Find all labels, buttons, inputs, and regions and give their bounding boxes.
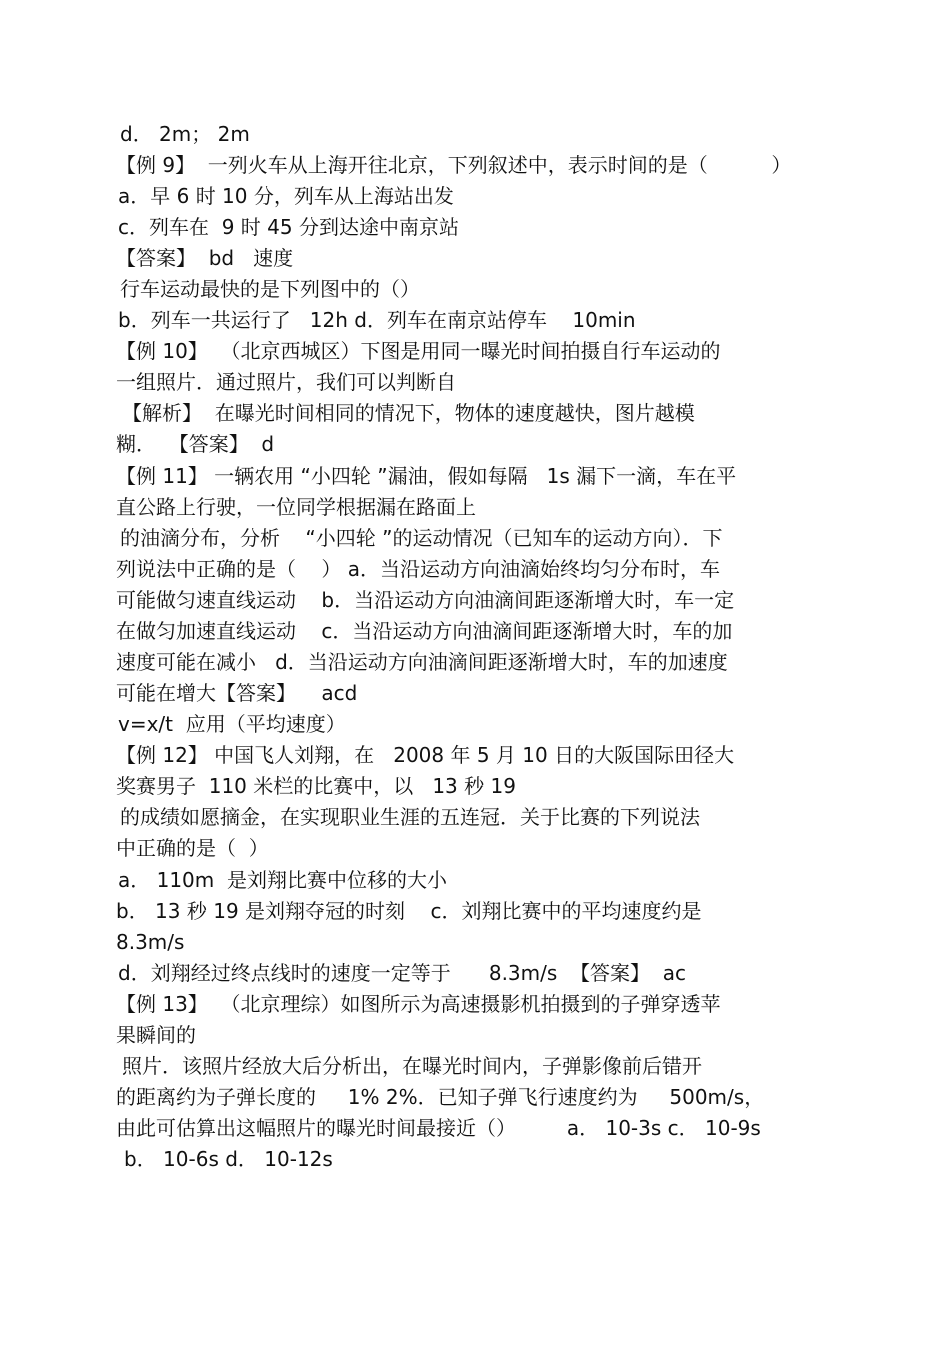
text-line: 【例 10】 （北京西城区）下图是用同一曝光时间拍摄自行车运动的: [116, 339, 721, 363]
text-line: v=x/t 应用（平均速度）: [118, 712, 346, 736]
text-line: 【解析】 在曝光时间相同的情况下，物体的速度越快，图片越模: [122, 401, 695, 425]
text-line: 【例 13】 （北京理综）如图所示为高速摄影机拍摄到的子弹穿透苹: [116, 992, 721, 1016]
text-line: 【例 11】 一辆农用 “小四轮 ”漏油，假如每隔 1s 漏下一滴，车在平: [116, 464, 737, 488]
text-line: 8.3m/s: [116, 930, 185, 954]
text-line: 奖赛男子 110 米栏的比赛中，以 13 秒 19: [116, 774, 516, 798]
text-line: 照片．该照片经放大后分析出，在曝光时间内，子弹影像前后错开: [122, 1054, 702, 1078]
text-line: d．刘翔经过终点线时的速度一定等于 8.3m/s 【答案】 ac: [118, 961, 686, 985]
text-line: 直公路上行驶，一位同学根据漏在路面上: [116, 495, 476, 519]
text-line: 的距离约为子弹长度的 1% 2%．已知子弹飞行速度约为 500m/s，: [116, 1085, 765, 1109]
text-line: 的油滴分布，分析 “小四轮 ”的运动情况（已知车的运动方向）．下: [120, 526, 723, 550]
text-line: b． 10-6s d． 10-12s: [124, 1147, 333, 1171]
text-line: 中正确的是（ ）: [116, 836, 269, 860]
text-line: 列说法中正确的是（ ） a．当沿运动方向油滴始终均匀分布时，车: [116, 557, 721, 581]
text-line: 果瞬间的: [116, 1023, 196, 1047]
text-line: a．早 6 时 10 分，列车从上海站出发: [118, 184, 454, 208]
text-line: 一组照片．通过照片，我们可以判断自: [116, 370, 456, 394]
text-line: 【答案】 bd 速度: [116, 246, 294, 270]
text-line: b． 13 秒 19 是刘翔夺冠的时刻 c．刘翔比赛中的平均速度约是: [116, 899, 702, 923]
text-line: 【例 12】 中国飞人刘翔，在 2008 年 5 月 10 日的大阪国际田径大: [116, 743, 735, 767]
text-line: c．列车在 9 时 45 分到达途中南京站: [118, 215, 459, 239]
text-line: 在做匀加速直线运动 c．当沿运动方向油滴间距逐渐增大时，车的加: [116, 619, 733, 643]
text-line: 【例 9】 一列火车从上海开往北京，下列叙述中，表示时间的是（ ）: [116, 153, 792, 177]
text-line: 的成绩如愿摘金，在实现职业生涯的五连冠．关于比赛的下列说法: [120, 805, 700, 829]
text-line: d． 2m； 2m: [120, 122, 250, 146]
text-line: 由此可估算出这幅照片的曝光时间最接近（） a． 10-3s c． 10-9s: [116, 1116, 761, 1140]
text-line: a． 110m 是刘翔比赛中位移的大小: [118, 868, 447, 892]
text-line: 速度可能在减小 d．当沿运动方向油滴间距逐渐增大时，车的加速度: [116, 650, 728, 674]
text-line: b．列车一共运行了 12h d．列车在南京站停车 10min: [118, 308, 636, 332]
text-line: 糊． 【答案】 d: [116, 432, 275, 456]
text-line: 可能在增大【答案】 acd: [116, 681, 358, 705]
text-line: 行车运动最快的是下列图中的（）: [120, 277, 420, 301]
text-line: 可能做匀速直线运动 b．当沿运动方向油滴间距逐渐增大时，车一定: [116, 588, 735, 612]
